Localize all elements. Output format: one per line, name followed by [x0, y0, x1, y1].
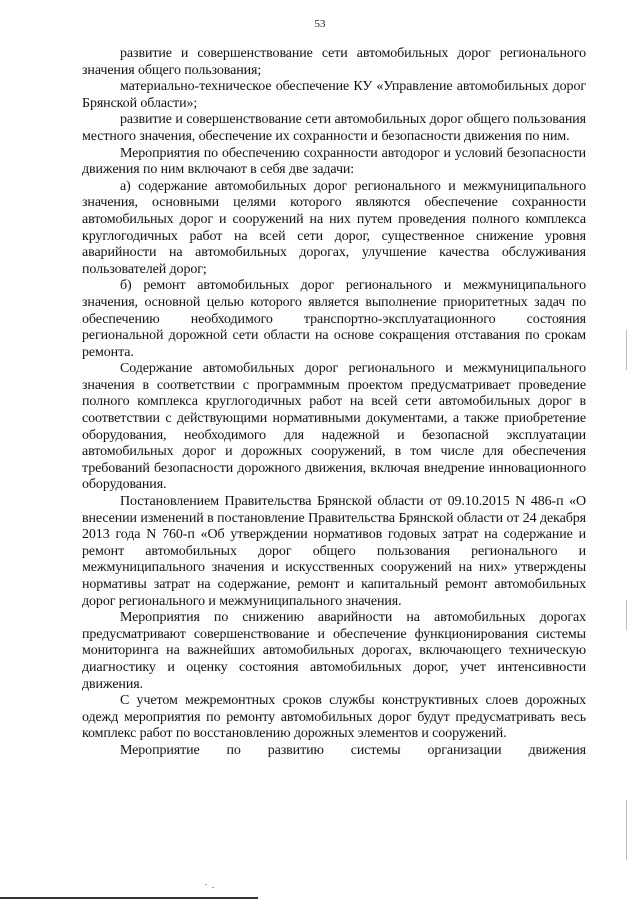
paragraph: материально-техническое обеспечение КУ «Управление автомобильных дорог Брянской области»;: [82, 79, 586, 111]
scan-edge-mark: [626, 330, 627, 370]
scan-edge-mark: [626, 600, 627, 630]
page-number: 53: [314, 18, 326, 30]
scan-dot: [205, 884, 207, 885]
paragraph: С учетом межремонтных сроков службы конструктивных слоев дорожных одежд мероприятия по ремонту автомобильных дорог будут предусматривать весь комплекс работ по восстановлению дорожных элементов и сооружений.: [82, 693, 586, 742]
paragraph: Содержание автомобильных дорог регионального и межмуниципального значения в соответствии с программным проектом предусматривает проведение полного комплекса круглогодичных работ на всей сети автомобильных дорог в соответствии с действующими нормативными документами, а также приобретение оборудования, необходимого для надежной и безопасной эксплуатации автомобильных дорог и дорожных сооружений, в том числе для обеспечения требований безопасности дорожного движения, включая внедрение инновационного оборудования.: [82, 361, 586, 493]
paragraph: Мероприятия по снижению аварийности на автомобильных дорогах предусматривают совершенствование и обеспечение функционирования системы мониторинга на важнейших автомобильных дорогах, включающего техническую диагностику и оценку состояния автомобильных дорог, учет интенсивности движения.: [82, 610, 586, 692]
paragraph: Мероприятие по развитию системы организации движения: [120, 742, 586, 758]
paragraph: развитие и совершенствование сети автомобильных дорог общего пользования местного значения, обеспечение их сохранности и безопасности движения по ним.: [82, 112, 586, 144]
paragraph: б) ремонт автомобильных дорог регионального и межмуниципального значения, основной целью которого является выполнение приоритетных задач по обеспечению необходимого транспортно-эксплуатационного состояния региональной дорожной сети области на основе сокращения отставания по срокам ремонта.: [82, 278, 586, 360]
bottom-rule: [0, 897, 258, 899]
scan-edge-mark: [626, 800, 627, 860]
scan-dot: [212, 887, 214, 888]
body-text: [82, 46, 586, 760]
paragraph: а) содержание автомобильных дорог регионального и межмуниципального значения, основными целями которого являются обеспечение сохранности автомобильных дорог и сооружений на них путем проведения полного комплекса круглогодичных работ на всей сети дорог, существенное снижение уровня аварийности на автомобильных дорогах, улучшение качества обслуживания пользователей дорог;: [82, 178, 586, 277]
paragraph: развитие и совершенствование сети автомобильных дорог регионального значения общего пользования;: [82, 46, 586, 78]
paragraph: Постановлением Правительства Брянской области от 09.10.2015 N 486-п «О внесении изменений в постановление Правительства Брянской области от 24 декабря 2013 года N 760-п «Об утверждении нормативов годовых затрат на содержание и ремонт автомобильных дорог общего пользования регионального и межмуниципального значения и искусственных сооружений на них» утверждены нормативы затрат на содержание, ремонт и капитальный ремонт автомобильных дорог регионального и межмуниципального значения.: [82, 494, 586, 609]
paragraph: Мероприятия по обеспечению сохранности автодорог и условий безопасности движения по ним включают в себя две задачи:: [82, 145, 586, 178]
